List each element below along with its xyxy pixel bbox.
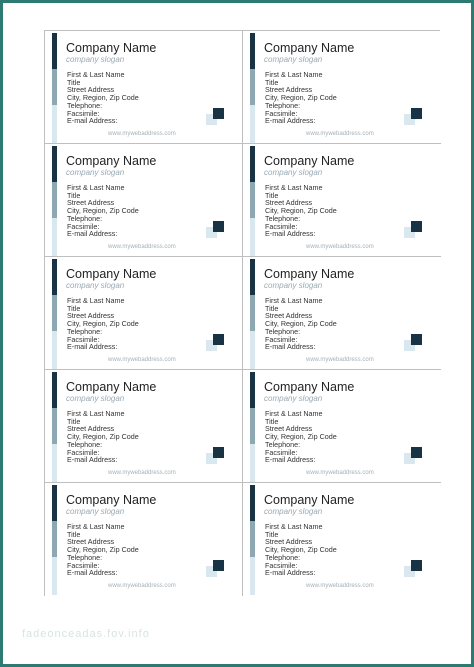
- contact-name: First & Last Name: [67, 70, 125, 79]
- contact-title: Title: [265, 190, 279, 200]
- contact-name: First & Last Name: [265, 183, 323, 192]
- logo-square-dark: [213, 221, 224, 232]
- company-name: Company Name: [264, 267, 355, 281]
- company-name: Company Name: [264, 493, 355, 507]
- contact-name: First & Last Name: [67, 522, 125, 531]
- telephone-label: Telephone:: [265, 439, 301, 449]
- website-address: www.mywebaddress.com: [108, 470, 176, 476]
- contact-title: Title: [265, 529, 279, 539]
- contact-title: Title: [67, 77, 81, 87]
- contact-title: Title: [67, 190, 81, 200]
- logo-square-dark: [213, 560, 224, 571]
- contact-details: [67, 71, 139, 125]
- city-region-zip: City, Region, Zip Code: [265, 545, 337, 555]
- street-address: Street Address: [265, 85, 313, 95]
- company-name: Company Name: [66, 267, 157, 281]
- street-address: Street Address: [67, 424, 115, 434]
- business-card: [45, 144, 243, 257]
- logo-square-dark: [213, 334, 224, 345]
- logo-square-dark: [411, 560, 422, 571]
- email-label: E-mail Address:: [67, 342, 118, 352]
- company-slogan: company slogan: [264, 168, 323, 177]
- email-label: E-mail Address:: [265, 229, 316, 239]
- email-label: E-mail Address:: [265, 568, 316, 578]
- telephone-label: Telephone:: [67, 439, 103, 449]
- email-label: E-mail Address:: [67, 229, 118, 239]
- accent-bar-mid: [52, 408, 57, 444]
- accent-bar-mid: [250, 182, 255, 218]
- accent-bar-mid: [52, 295, 57, 331]
- accent-bar-dark: [250, 146, 255, 182]
- street-address: Street Address: [67, 85, 115, 95]
- contact-details: [265, 523, 337, 577]
- accent-bar-light: [52, 218, 57, 256]
- accent-bar-light: [250, 105, 255, 143]
- telephone-label: Telephone:: [67, 100, 103, 110]
- contact-details: [67, 184, 139, 238]
- accent-bar-mid: [250, 521, 255, 557]
- accent-bar-mid: [52, 69, 57, 105]
- website-address: www.mywebaddress.com: [306, 470, 374, 476]
- contact-name: First & Last Name: [265, 522, 323, 531]
- company-slogan: company slogan: [66, 507, 125, 516]
- website-address: www.mywebaddress.com: [108, 244, 176, 250]
- street-address: Street Address: [67, 198, 115, 208]
- company-slogan: company slogan: [264, 281, 323, 290]
- telephone-label: Telephone:: [265, 326, 301, 336]
- accent-bar-light: [250, 444, 255, 482]
- business-card: [243, 370, 441, 483]
- company-name: Company Name: [66, 493, 157, 507]
- facsimile-label: Facsimile:: [67, 334, 100, 344]
- accent-bar-mid: [250, 408, 255, 444]
- telephone-label: Telephone:: [67, 213, 103, 223]
- email-label: E-mail Address:: [265, 342, 316, 352]
- contact-details: [265, 184, 337, 238]
- telephone-label: Telephone:: [265, 100, 301, 110]
- company-name: Company Name: [66, 41, 157, 55]
- contact-details: [67, 410, 139, 464]
- website-address: www.mywebaddress.com: [306, 357, 374, 363]
- business-card-sheet: [44, 30, 440, 596]
- city-region-zip: City, Region, Zip Code: [67, 545, 139, 555]
- accent-bar-dark: [52, 372, 57, 408]
- logo-square-dark: [213, 108, 224, 119]
- company-slogan: company slogan: [264, 55, 323, 64]
- contact-details: [67, 523, 139, 577]
- accent-bar-dark: [52, 259, 57, 295]
- accent-bar-light: [52, 444, 57, 482]
- city-region-zip: City, Region, Zip Code: [67, 206, 139, 216]
- city-region-zip: City, Region, Zip Code: [265, 319, 337, 329]
- accent-bar-dark: [52, 485, 57, 521]
- telephone-label: Telephone:: [265, 552, 301, 562]
- contact-name: First & Last Name: [265, 409, 323, 418]
- contact-title: Title: [67, 303, 81, 313]
- facsimile-label: Facsimile:: [265, 108, 298, 118]
- accent-bar-mid: [52, 521, 57, 557]
- city-region-zip: City, Region, Zip Code: [67, 93, 139, 103]
- contact-details: [265, 297, 337, 351]
- logo-square-dark: [213, 447, 224, 458]
- website-address: www.mywebaddress.com: [306, 583, 374, 589]
- contact-title: Title: [67, 416, 81, 426]
- company-name: Company Name: [264, 41, 355, 55]
- facsimile-label: Facsimile:: [67, 447, 100, 457]
- contact-details: [265, 410, 337, 464]
- company-slogan: company slogan: [66, 55, 125, 64]
- website-address: www.mywebaddress.com: [108, 131, 176, 137]
- street-address: Street Address: [265, 537, 313, 547]
- contact-name: First & Last Name: [67, 409, 125, 418]
- contact-name: First & Last Name: [265, 296, 323, 305]
- city-region-zip: City, Region, Zip Code: [265, 93, 337, 103]
- watermark-footer: fadeonceadas.fov.info: [22, 628, 150, 640]
- accent-bar-light: [250, 218, 255, 256]
- website-address: www.mywebaddress.com: [108, 583, 176, 589]
- business-card: [243, 257, 441, 370]
- business-card: [243, 31, 441, 144]
- contact-title: Title: [265, 303, 279, 313]
- accent-bar-dark: [250, 259, 255, 295]
- accent-bar-light: [52, 331, 57, 369]
- city-region-zip: City, Region, Zip Code: [67, 319, 139, 329]
- accent-bar-light: [52, 105, 57, 143]
- contact-name: First & Last Name: [67, 296, 125, 305]
- city-region-zip: City, Region, Zip Code: [67, 432, 139, 442]
- business-card: [45, 31, 243, 144]
- street-address: Street Address: [265, 424, 313, 434]
- accent-bar-dark: [250, 372, 255, 408]
- business-card: [243, 144, 441, 257]
- facsimile-label: Facsimile:: [265, 560, 298, 570]
- website-address: www.mywebaddress.com: [108, 357, 176, 363]
- telephone-label: Telephone:: [67, 326, 103, 336]
- accent-bar-mid: [250, 295, 255, 331]
- contact-details: [265, 71, 337, 125]
- accent-bar-dark: [52, 146, 57, 182]
- logo-square-dark: [411, 221, 422, 232]
- contact-details: [67, 297, 139, 351]
- street-address: Street Address: [67, 537, 115, 547]
- logo-square-dark: [411, 108, 422, 119]
- facsimile-label: Facsimile:: [67, 108, 100, 118]
- email-label: E-mail Address:: [67, 116, 118, 126]
- contact-title: Title: [265, 77, 279, 87]
- contact-title: Title: [67, 529, 81, 539]
- business-card: [45, 257, 243, 370]
- website-address: www.mywebaddress.com: [306, 244, 374, 250]
- contact-title: Title: [265, 416, 279, 426]
- email-label: E-mail Address:: [67, 455, 118, 465]
- city-region-zip: City, Region, Zip Code: [265, 206, 337, 216]
- company-name: Company Name: [264, 380, 355, 394]
- company-slogan: company slogan: [66, 394, 125, 403]
- facsimile-label: Facsimile:: [265, 334, 298, 344]
- company-name: Company Name: [264, 154, 355, 168]
- contact-name: First & Last Name: [265, 70, 323, 79]
- accent-bar-dark: [250, 33, 255, 69]
- company-name: Company Name: [66, 380, 157, 394]
- accent-bar-mid: [52, 182, 57, 218]
- accent-bar-light: [52, 557, 57, 595]
- accent-bar-dark: [250, 485, 255, 521]
- business-card: [243, 483, 441, 596]
- logo-square-dark: [411, 334, 422, 345]
- city-region-zip: City, Region, Zip Code: [265, 432, 337, 442]
- company-slogan: company slogan: [264, 394, 323, 403]
- contact-name: First & Last Name: [67, 183, 125, 192]
- street-address: Street Address: [67, 311, 115, 321]
- accent-bar-light: [250, 331, 255, 369]
- facsimile-label: Facsimile:: [67, 221, 100, 231]
- business-card: [45, 483, 243, 596]
- email-label: E-mail Address:: [265, 116, 316, 126]
- company-name: Company Name: [66, 154, 157, 168]
- facsimile-label: Facsimile:: [265, 221, 298, 231]
- company-slogan: company slogan: [66, 168, 125, 177]
- street-address: Street Address: [265, 311, 313, 321]
- facsimile-label: Facsimile:: [265, 447, 298, 457]
- logo-square-dark: [411, 447, 422, 458]
- accent-bar-dark: [52, 33, 57, 69]
- email-label: E-mail Address:: [67, 568, 118, 578]
- telephone-label: Telephone:: [67, 552, 103, 562]
- telephone-label: Telephone:: [265, 213, 301, 223]
- business-card: [45, 370, 243, 483]
- company-slogan: company slogan: [264, 507, 323, 516]
- email-label: E-mail Address:: [265, 455, 316, 465]
- street-address: Street Address: [265, 198, 313, 208]
- accent-bar-mid: [250, 69, 255, 105]
- company-slogan: company slogan: [66, 281, 125, 290]
- facsimile-label: Facsimile:: [67, 560, 100, 570]
- website-address: www.mywebaddress.com: [306, 131, 374, 137]
- accent-bar-light: [250, 557, 255, 595]
